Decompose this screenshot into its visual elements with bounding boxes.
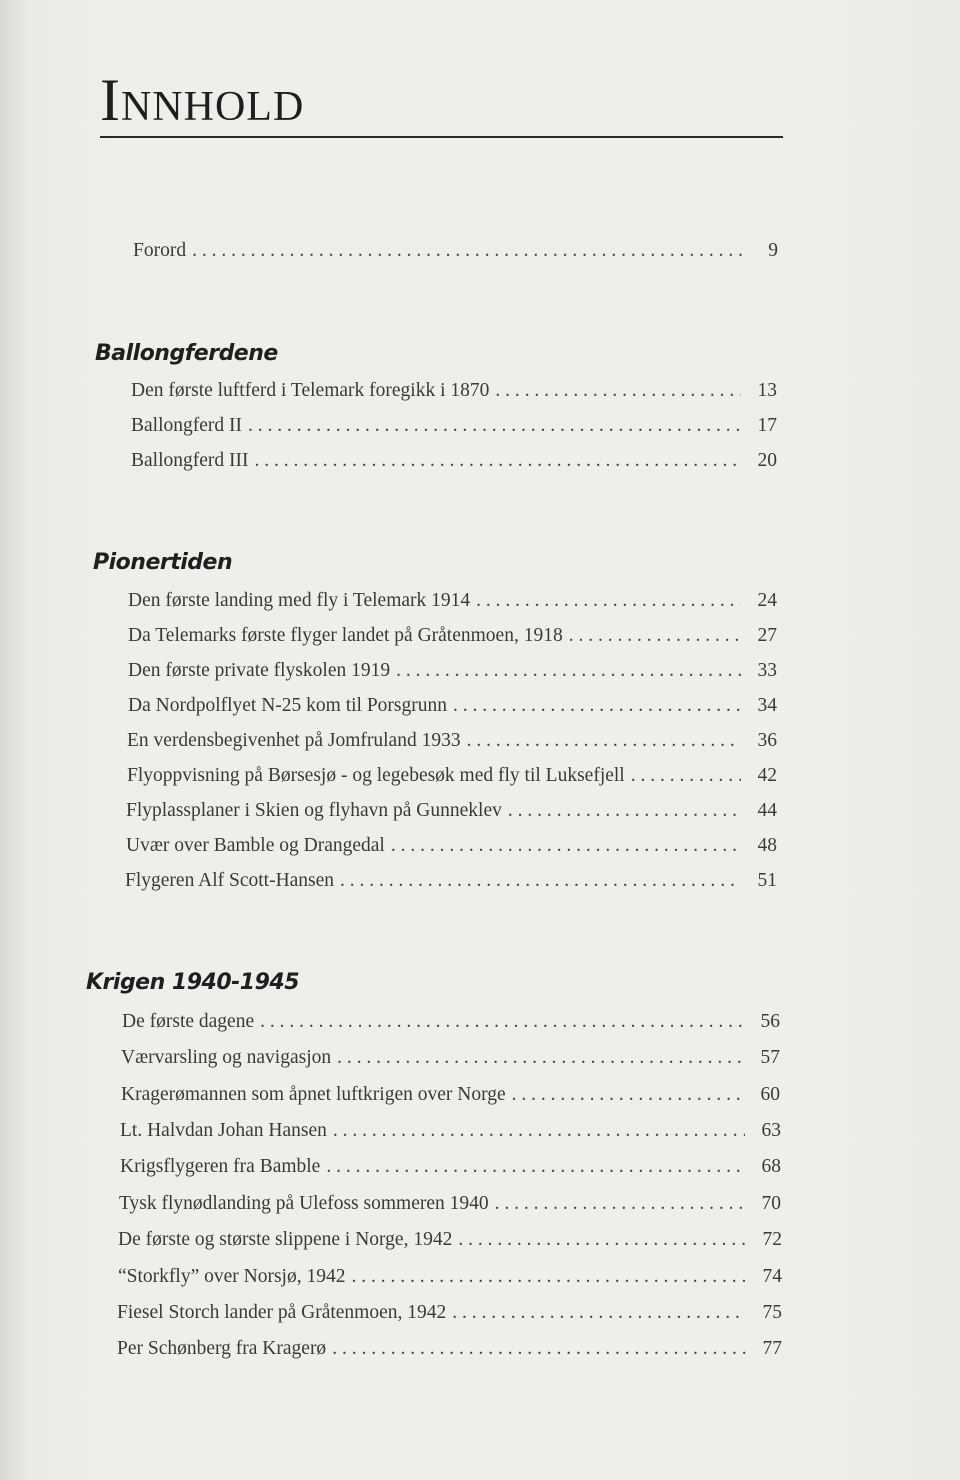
dot-leader (326, 1156, 745, 1178)
entry-label: Da Nordpolflyet N-25 kom til Porsgrunn (128, 695, 448, 716)
entry-page: 60 (760, 1084, 780, 1105)
section-heading-ballongferdene: Ballongferdene (95, 341, 278, 366)
entry-page: 68 (761, 1156, 781, 1177)
entry-label: Lt. Halvdan Johan Hansen (120, 1120, 327, 1141)
dot-leader (512, 1084, 744, 1106)
dot-leader (631, 765, 741, 787)
entry-page: 24 (757, 590, 777, 611)
entry-label: Uvær over Bamble og Drangedal (126, 835, 385, 856)
dot-leader (508, 800, 741, 822)
entry-page: 17 (757, 415, 777, 436)
toc-entry-forord[interactable] (133, 240, 778, 262)
entry-label: Flyplassplaner i Skien og flyhavn på Gunneklev (126, 800, 502, 821)
toc-entry[interactable] (121, 1047, 780, 1069)
toc-entry[interactable] (131, 380, 777, 402)
entry-label: Værvarsling og navigasjon (121, 1047, 332, 1068)
dot-leader (255, 450, 742, 472)
toc-entry[interactable] (127, 730, 777, 752)
dot-leader (260, 1011, 744, 1033)
dot-leader (476, 590, 741, 612)
entry-page: 27 (757, 625, 777, 646)
entry-label: De første dagene (122, 1011, 255, 1032)
dot-leader (333, 1120, 745, 1142)
toc-entry[interactable] (121, 1084, 780, 1106)
entry-page: 36 (757, 730, 777, 751)
dot-leader (337, 1047, 744, 1069)
entry-page: 48 (757, 835, 777, 856)
entry-page: 51 (757, 870, 777, 891)
entry-page: 20 (757, 450, 777, 471)
dot-leader (396, 660, 741, 682)
dot-leader (495, 1193, 745, 1215)
entry-page: 72 (762, 1229, 782, 1250)
toc-entry[interactable] (117, 1302, 782, 1324)
dot-leader (351, 1266, 746, 1288)
entry-label: Tysk flynødlanding på Ulefoss sommeren 1940 (119, 1193, 489, 1214)
dot-leader (452, 1302, 746, 1324)
entry-page: 44 (757, 800, 777, 821)
dot-leader (569, 625, 741, 647)
dot-leader (458, 1229, 746, 1251)
entry-label: Den første landing med fly i Telemark 1914 (128, 590, 471, 611)
toc-entry[interactable] (120, 1120, 781, 1142)
dot-leader (340, 870, 741, 892)
section-heading-krigen: Krigen 1940-1945 (86, 970, 300, 995)
entry-page: 74 (762, 1266, 782, 1287)
entry-label: Ballongferd II (131, 415, 243, 436)
toc-entry[interactable] (131, 450, 777, 472)
toc-entry[interactable] (120, 1156, 781, 1178)
entry-page: 56 (760, 1011, 780, 1032)
toc-entry[interactable] (128, 625, 777, 647)
entry-page: 33 (757, 660, 777, 681)
dot-leader (192, 240, 742, 262)
toc-entry[interactable] (128, 590, 777, 612)
toc-entry[interactable] (126, 800, 777, 822)
dot-leader (332, 1338, 746, 1360)
toc-entry[interactable] (125, 870, 777, 892)
entry-label: Da Telemarks første flyger landet på Gråtenmoen, 1918 (128, 625, 563, 646)
entry-label: De første og største slippene i Norge, 1942 (118, 1229, 453, 1250)
dot-leader (453, 695, 741, 717)
entry-page: 77 (762, 1338, 782, 1359)
toc-entry[interactable] (118, 1266, 782, 1288)
entry-page: 70 (761, 1193, 781, 1214)
entry-label: Fiesel Storch lander på Gråtenmoen, 1942 (117, 1302, 447, 1323)
entry-label: Krigsflygeren fra Bamble (120, 1156, 321, 1177)
toc-entry[interactable] (126, 835, 777, 857)
dot-leader (495, 380, 741, 402)
toc-entry[interactable] (127, 765, 777, 787)
dot-leader (391, 835, 741, 857)
entry-page: 13 (757, 380, 777, 401)
entry-page: 57 (760, 1047, 780, 1068)
entry-label: Den første luftferd i Telemark foregikk i 1870 (131, 380, 490, 401)
entry-label: Den første private flyskolen 1919 (128, 660, 391, 681)
title-rule (100, 136, 783, 138)
entry-page: 34 (757, 695, 777, 716)
toc-entry[interactable] (117, 1338, 782, 1360)
toc-entry[interactable] (122, 1011, 780, 1033)
toc-entry[interactable] (119, 1193, 781, 1215)
entry-page: 75 (762, 1302, 782, 1323)
entry-label: “Storkfly” over Norsjø, 1942 (118, 1266, 346, 1287)
toc-entry[interactable] (131, 415, 777, 437)
entry-page: 42 (757, 765, 777, 786)
entry-label: Flyoppvisning på Børsesjø - og legebesøk med fly til Luksefjell (127, 765, 625, 786)
toc-entry[interactable] (128, 660, 777, 682)
toc-entry[interactable] (128, 695, 777, 717)
entry-label: Flygeren Alf Scott-Hansen (125, 870, 335, 891)
toc-entry[interactable] (118, 1229, 782, 1251)
entry-label: Forord (133, 240, 187, 261)
dot-leader (467, 730, 741, 752)
entry-label: Ballongferd III (131, 450, 249, 471)
entry-label: Per Schønberg fra Kragerø (117, 1338, 327, 1359)
entry-page: 63 (761, 1120, 781, 1141)
section-heading-pionertiden: Pionertiden (93, 550, 233, 575)
entry-label: Kragerømannen som åpnet luftkrigen over Norge (121, 1084, 506, 1105)
entry-label: En verdensbegivenhet på Jomfruland 1933 (127, 730, 461, 751)
page-title: Innhold (100, 67, 305, 133)
entry-page: 9 (768, 240, 778, 261)
dot-leader (248, 415, 741, 437)
